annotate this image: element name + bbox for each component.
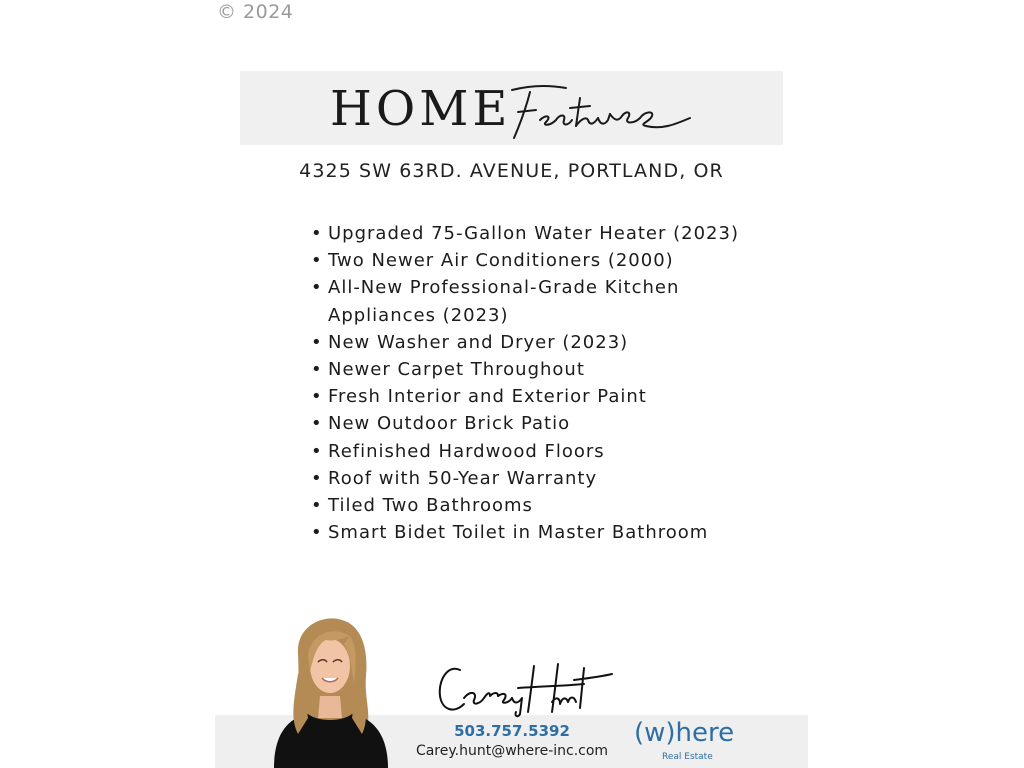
bullet-icon: • <box>311 223 323 244</box>
list-item <box>308 247 748 274</box>
feature-text: Fresh Interior and Exterior Paint <box>328 386 647 408</box>
title-home: HOME <box>330 81 512 137</box>
title-script-features <box>506 80 696 146</box>
bullet-icon: • <box>311 495 323 517</box>
list-item <box>308 465 748 492</box>
bullet-icon: • <box>311 386 323 408</box>
feature-text: All-New Professional-Grade Kitchen Appliances (2023) <box>328 277 680 326</box>
list-item <box>308 329 748 356</box>
bullet-icon: • <box>311 413 323 435</box>
feature-text: Tiled Two Bathrooms <box>328 495 533 517</box>
feature-text: New Washer and Dryer (2023) <box>328 331 629 353</box>
feature-text: Refinished Hardwood Floors <box>328 440 605 462</box>
agent-phone[interactable]: 503.757.5392 <box>454 722 570 740</box>
copyright-text: © 2024 <box>217 1 294 23</box>
feature-text: Upgraded 75-Gallon Water Heater (2023) <box>328 223 739 244</box>
list-item <box>308 410 748 437</box>
property-address: 4325 SW 63RD. AVENUE, PORTLAND, OR <box>299 160 724 182</box>
list-item <box>308 274 748 328</box>
logo-wordmark: (w)here <box>634 718 735 748</box>
list-item <box>308 383 748 410</box>
bullet-icon: • <box>311 359 323 381</box>
bullet-icon: • <box>311 467 323 489</box>
feature-text: Newer Carpet Throughout <box>328 359 585 381</box>
agent-photo <box>268 614 392 768</box>
agent-signature <box>434 658 616 718</box>
logo-tagline: Real Estate <box>662 752 713 762</box>
bullet-icon: • <box>311 522 323 544</box>
list-item <box>308 220 748 247</box>
bullet-icon: • <box>311 277 323 299</box>
list-item <box>308 519 748 546</box>
list-item <box>308 438 748 465</box>
bullet-icon: • <box>311 250 323 272</box>
list-item <box>308 492 748 519</box>
list-item <box>308 356 748 383</box>
bullet-icon: • <box>311 440 323 462</box>
company-logo <box>634 718 738 766</box>
features-list <box>308 220 748 546</box>
feature-text: Smart Bidet Toilet in Master Bathroom <box>328 522 709 544</box>
feature-text: New Outdoor Brick Patio <box>328 413 571 435</box>
feature-text: Two Newer Air Conditioners (2000) <box>328 250 674 272</box>
feature-text: Roof with 50-Year Warranty <box>328 467 598 489</box>
bullet-icon: • <box>311 331 323 353</box>
agent-email[interactable]: Carey.hunt@where-inc.com <box>415 743 609 759</box>
